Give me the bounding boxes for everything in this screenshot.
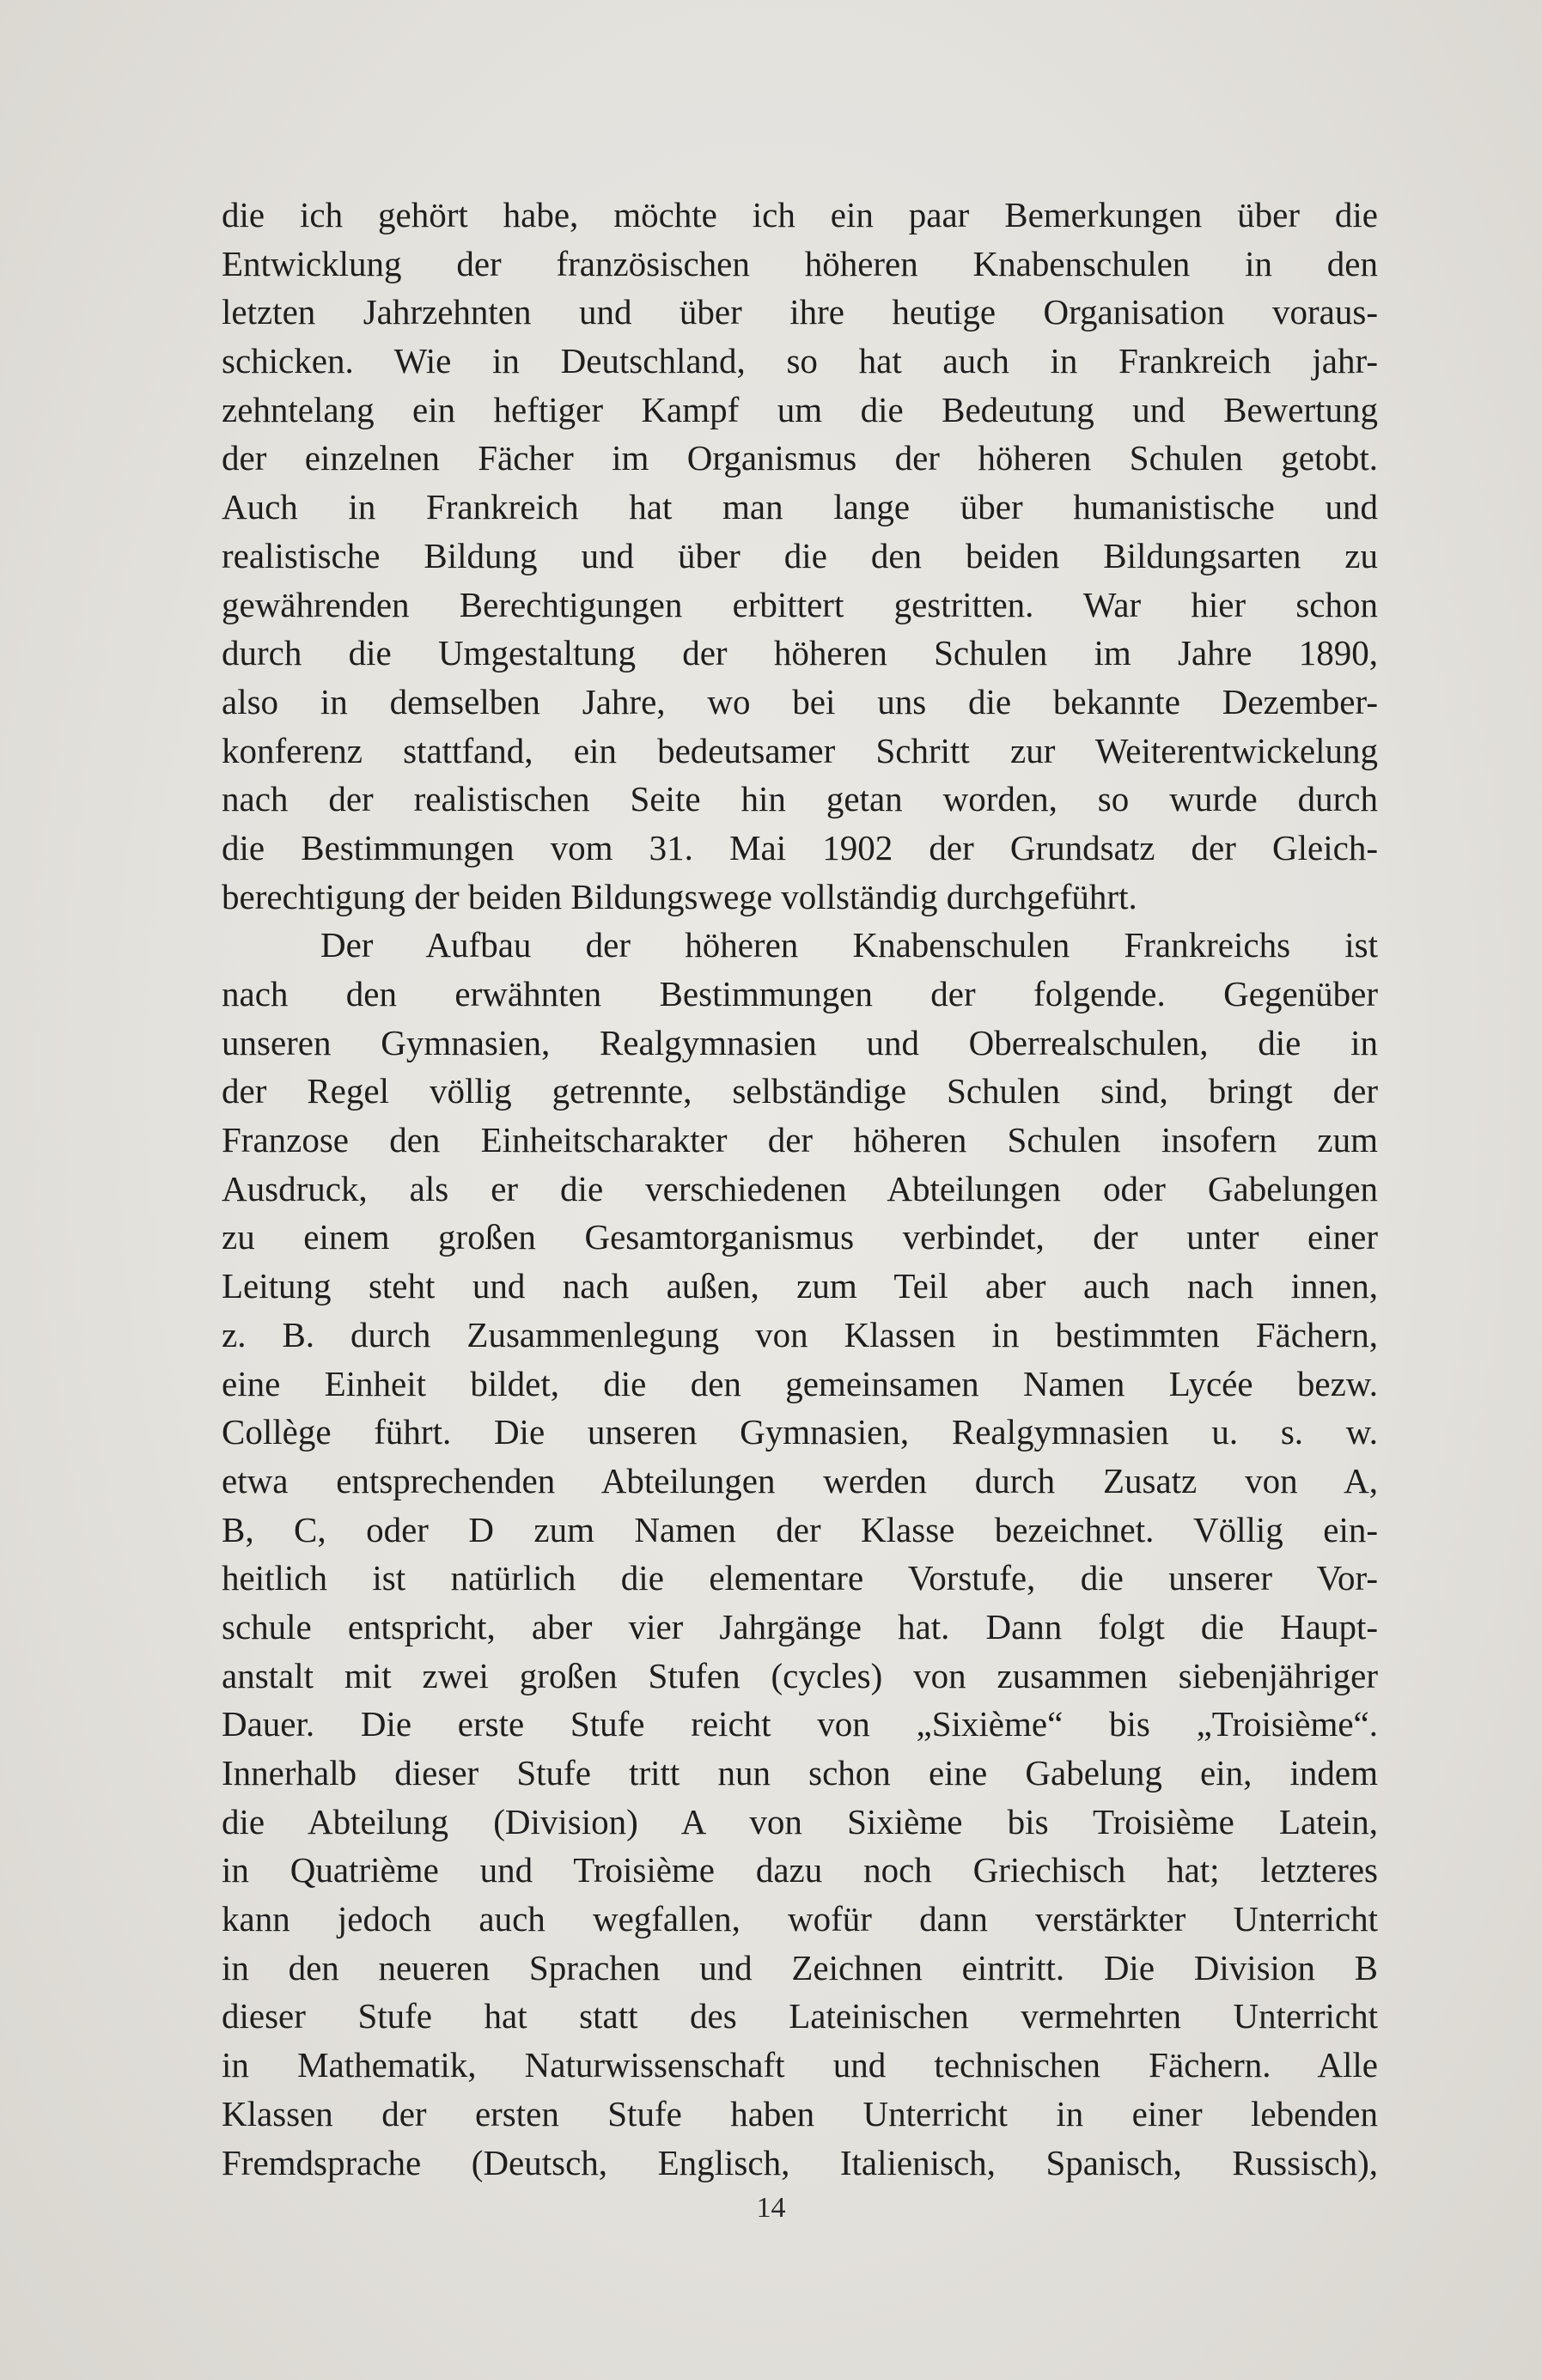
text-line: durch die Umgestaltung der höheren Schulen im Jahre 1890,	[222, 633, 1378, 673]
text-line: also in demselben Jahre, wo bei uns die bekannte Dezember-	[222, 681, 1378, 721]
text-line: Entwicklung der französischen höheren Knabenschulen in den	[222, 243, 1378, 283]
text-line: Franzose den Einheitscharakter der höheren Schulen insofern zum	[222, 1120, 1378, 1160]
text-line: schicken. Wie in Deutschland, so hat auch in Frankreich jahr-	[222, 341, 1378, 381]
text-line: B, C, oder D zum Namen der Klasse bezeichnet. Völlig ein-	[222, 1509, 1378, 1549]
text-line: in den neueren Sprachen und Zeichnen eintritt. Die Division B	[222, 1947, 1378, 1987]
text-line: nach den erwähnten Bestimmungen der folgende. Gegenüber	[222, 974, 1378, 1013]
text-line: in Quatrième und Troisième dazu noch Griechisch hat; letzteres	[222, 1850, 1378, 1890]
text-line: Fremdsprache (Deutsch, Englisch, Italienisch, Spanisch, Russisch),	[222, 2142, 1378, 2182]
text-line: der einzelnen Fächer im Organismus der höheren Schulen getobt.	[222, 438, 1378, 478]
text-line: nach der realistischen Seite hin getan worden, so wurde durch	[222, 779, 1378, 819]
text-line: unseren Gymnasien, Realgymnasien und Oberrealschulen, die in	[222, 1022, 1378, 1062]
text-line: etwa entsprechenden Abteilungen werden durch Zusatz von A,	[222, 1460, 1378, 1500]
text-line: die ich gehört habe, möchte ich ein paar Bemerkungen über die	[222, 195, 1378, 234]
text-line: der Regel völlig getrennte, selbständige Schulen sind, bringt der	[222, 1071, 1378, 1111]
text-line: zehntelang ein heftiger Kampf um die Bedeutung und Bewertung	[222, 389, 1378, 429]
text-line: kann jedoch auch wegfallen, wofür dann verstärkter Unterricht	[222, 1899, 1378, 1939]
body-text	[222, 191, 1378, 2187]
text-line: anstalt mit zwei großen Stufen (cycles) von zusammen siebenjähriger	[222, 1655, 1378, 1695]
text-line: die Abteilung (Division) A von Sixième bis Troisième Latein,	[222, 1801, 1378, 1841]
text-line: Dauer. Die erste Stufe reicht von „Sixième“ bis „Troisième“.	[222, 1704, 1378, 1744]
text-line: konferenz stattfand, ein bedeutsamer Schritt zur Weiterentwickelung	[222, 730, 1378, 770]
text-line: Collège führt. Die unseren Gymnasien, Realgymnasien u. s. w.	[222, 1412, 1378, 1452]
text-line: heitlich ist natürlich die elementare Vorstufe, die unserer Vor-	[222, 1558, 1378, 1598]
text-line: Ausdruck, als er die verschiedenen Abteilungen oder Gabelungen	[222, 1168, 1378, 1208]
text-line: berechtigung der beiden Bildungswege vollständig durchgeführt.	[222, 876, 1137, 916]
text-line: zu einem großen Gesamtorganismus verbindet, der unter einer	[222, 1217, 1378, 1257]
text-line: letzten Jahrzehnten und über ihre heutige Organisation voraus-	[222, 292, 1378, 332]
page-number: 14	[756, 2192, 786, 2224]
text-line: Der Aufbau der höheren Knabenschulen Frankreichs ist	[320, 925, 1378, 965]
text-line: Klassen der ersten Stufe haben Unterricht in einer lebenden	[222, 2093, 1378, 2133]
text-line: realistische Bildung und über die den beiden Bildungsarten zu	[222, 535, 1378, 575]
text-line: die Bestimmungen vom 31. Mai 1902 der Grundsatz der Gleich-	[222, 827, 1378, 867]
text-line: in Mathematik, Naturwissenschaft und technischen Fächern. Alle	[222, 2045, 1378, 2085]
text-line: Leitung steht und nach außen, zum Teil aber auch nach innen,	[222, 1266, 1378, 1306]
text-line: Auch in Frankreich hat man lange über humanistische und	[222, 487, 1378, 527]
text-line: dieser Stufe hat statt des Lateinischen vermehrten Unterricht	[222, 1996, 1378, 2036]
text-line: gewährenden Berechtigungen erbittert gestritten. War hier schon	[222, 584, 1378, 624]
text-line: Innerhalb dieser Stufe tritt nun schon eine Gabelung ein, indem	[222, 1753, 1378, 1793]
text-line: eine Einheit bildet, die den gemeinsamen Namen Lycée bezw.	[222, 1363, 1378, 1403]
text-line: z. B. durch Zusammenlegung von Klassen in bestimmten Fächern,	[222, 1314, 1378, 1354]
text-line: schule entspricht, aber vier Jahrgänge hat. Dann folgt die Haupt-	[222, 1606, 1378, 1647]
